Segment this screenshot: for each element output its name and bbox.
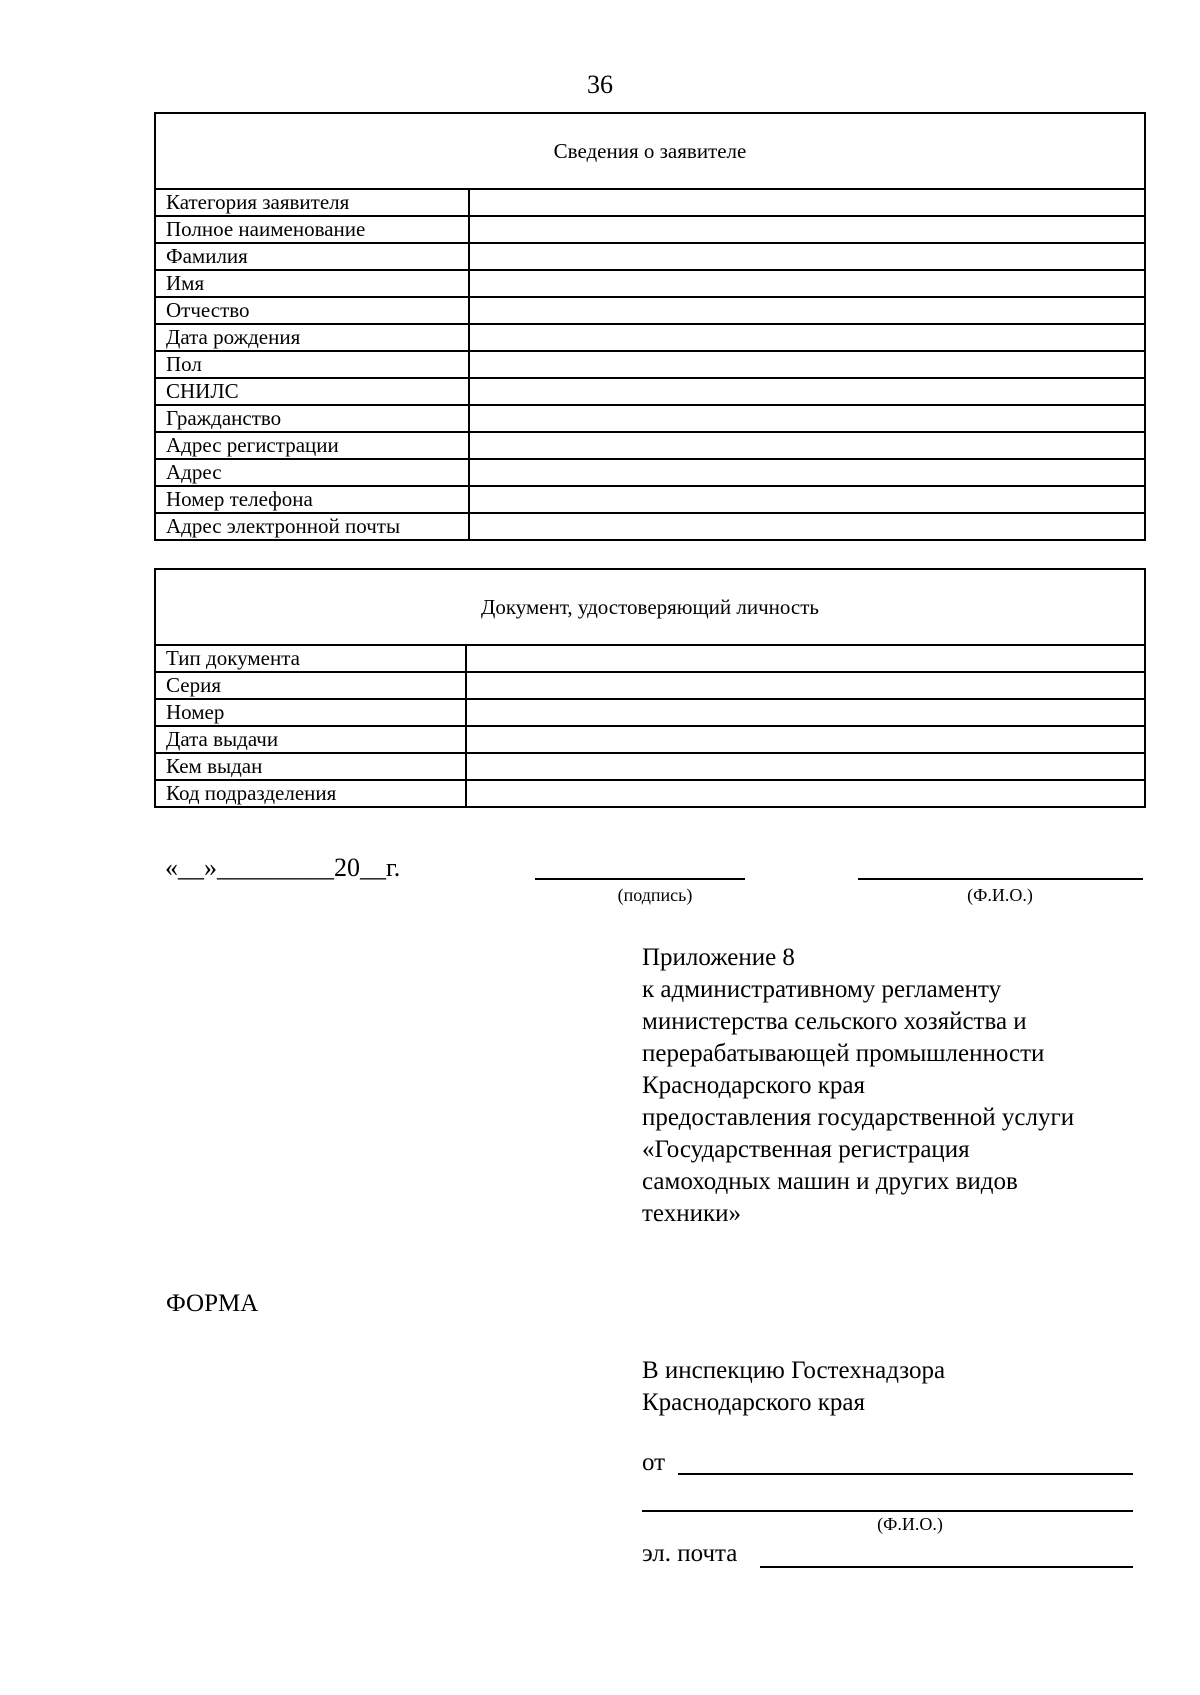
applicant-field-value[interactable] [469, 378, 1145, 405]
applicant-field-label: Отчество [155, 297, 469, 324]
applicant-field-label: Адрес электронной почты [155, 513, 469, 540]
page-number: 36 [587, 70, 613, 99]
date-field[interactable]: «__»_________20__г. [165, 853, 401, 882]
email-line[interactable] [760, 1566, 1133, 1568]
from-name-line-2[interactable] [642, 1510, 1133, 1512]
applicant-field-label: Адрес регистрации [155, 432, 469, 459]
applicant-field-value[interactable] [469, 297, 1145, 324]
applicant-field-value[interactable] [469, 270, 1145, 297]
from-name-caption: (Ф.И.О.) [877, 1514, 943, 1534]
identity-row [155, 753, 1145, 780]
identity-field-label: Тип документа [155, 645, 466, 672]
identity-document-table [154, 568, 1146, 808]
applicant-field-value[interactable] [469, 432, 1145, 459]
applicant-field-label: Полное наименование [155, 216, 469, 243]
appendix-line: техники» [642, 1200, 741, 1227]
addressee-line: В инспекцию Гостехнадзора [642, 1357, 946, 1384]
name-signature-line[interactable] [858, 878, 1143, 880]
identity-row [155, 645, 1145, 672]
applicant-row [155, 324, 1145, 351]
applicant-field-value[interactable] [469, 405, 1145, 432]
identity-row [155, 672, 1145, 699]
applicant-field-label: Имя [155, 270, 469, 297]
applicant-row [155, 351, 1145, 378]
appendix-line: предоставления государственной услуги [642, 1104, 1075, 1131]
applicant-row [155, 459, 1145, 486]
signature-caption: (подпись) [617, 885, 693, 905]
applicant-field-value[interactable] [469, 459, 1145, 486]
appendix-line: самоходных машин и других видов [642, 1168, 1018, 1195]
from-label: от [642, 1449, 666, 1476]
appendix-line: «Государственная регистрация [642, 1136, 970, 1163]
applicant-field-label: Номер телефона [155, 486, 469, 513]
applicant-field-label: Дата рождения [155, 324, 469, 351]
identity-field-label: Серия [155, 672, 466, 699]
appendix-line: к административному регламенту [642, 976, 1002, 1003]
applicant-field-label: Пол [155, 351, 469, 378]
identity-row [155, 780, 1145, 807]
email-label: эл. почта [642, 1540, 738, 1567]
identity-field-value[interactable] [466, 645, 1145, 672]
identity-section-header [155, 569, 1145, 645]
applicant-field-label: Фамилия [155, 243, 469, 270]
applicant-field-label: СНИЛС [155, 378, 469, 405]
applicant-field-value[interactable] [469, 351, 1145, 378]
identity-field-value[interactable] [466, 726, 1145, 753]
applicant-row [155, 216, 1145, 243]
applicant-field-label: Категория заявителя [155, 189, 469, 216]
addressee-block [642, 1355, 945, 1419]
appendix-line: Приложение 8 [642, 944, 795, 971]
applicant-row [155, 189, 1145, 216]
appendix-line: перерабатывающей промышленности [642, 1040, 1045, 1067]
applicant-field-value[interactable] [469, 243, 1145, 270]
applicant-row [155, 513, 1145, 540]
name-signature-caption: (Ф.И.О.) [967, 885, 1033, 905]
applicant-row [155, 486, 1145, 513]
identity-field-value[interactable] [466, 780, 1145, 807]
identity-section-title: Документ, удостоверяющий личность [155, 569, 1145, 645]
appendix-line: министерства сельского хозяйства и [642, 1008, 1027, 1035]
identity-field-value[interactable] [466, 699, 1145, 726]
applicant-row [155, 270, 1145, 297]
applicant-row [155, 405, 1145, 432]
applicant-section-title: Сведения о заявителе [155, 113, 1145, 189]
applicant-field-value[interactable] [469, 513, 1145, 540]
identity-field-value[interactable] [466, 672, 1145, 699]
identity-field-label: Дата выдачи [155, 726, 466, 753]
identity-field-label: Номер [155, 699, 466, 726]
applicant-row [155, 432, 1145, 459]
appendix-line: Краснодарского края [642, 1072, 865, 1099]
applicant-field-value[interactable] [469, 216, 1145, 243]
appendix-block [642, 942, 1074, 1230]
applicant-field-value[interactable] [469, 486, 1145, 513]
applicant-field-value[interactable] [469, 189, 1145, 216]
applicant-field-label: Гражданство [155, 405, 469, 432]
applicant-field-label: Адрес [155, 459, 469, 486]
identity-field-label: Кем выдан [155, 753, 466, 780]
form-label: ФОРМА [166, 1290, 259, 1317]
applicant-row [155, 243, 1145, 270]
applicant-row [155, 378, 1145, 405]
applicant-section-header [155, 113, 1145, 189]
identity-field-label: Код подразделения [155, 780, 466, 807]
applicant-row [155, 297, 1145, 324]
applicant-info-table [154, 112, 1146, 541]
addressee-line: Краснодарского края [642, 1389, 865, 1416]
identity-field-value[interactable] [466, 753, 1145, 780]
signature-line[interactable] [535, 878, 745, 880]
applicant-field-value[interactable] [469, 324, 1145, 351]
identity-row [155, 699, 1145, 726]
identity-row [155, 726, 1145, 753]
from-name-line[interactable] [678, 1473, 1133, 1475]
